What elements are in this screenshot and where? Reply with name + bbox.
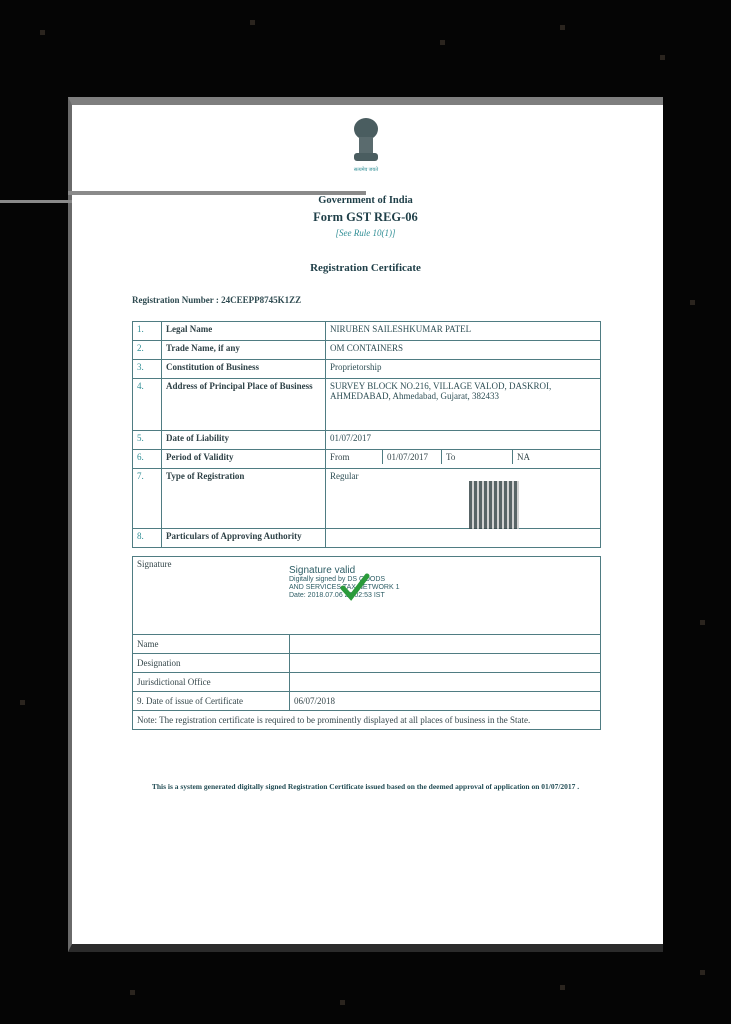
designation-label: Designation xyxy=(133,654,290,673)
qr-code xyxy=(469,481,519,529)
signed-by-line: AND SERVICES TAX NETWORK 1 xyxy=(289,584,400,591)
trade-name-value: OM CONTAINERS xyxy=(326,341,601,360)
registration-number-value: 24CEEPP8745K1ZZ xyxy=(221,295,302,305)
signed-by-line: Digitally signed by DS GOODS xyxy=(289,576,386,583)
row-label: Particulars of Approving Authority xyxy=(162,529,326,548)
row-number: 4. xyxy=(133,379,162,431)
background-speck xyxy=(660,55,665,60)
legal-name-value: NIRUBEN SAILESHKUMAR PATEL xyxy=(326,322,601,341)
row-label: Date of Liability xyxy=(162,431,326,450)
registration-number xyxy=(132,295,301,305)
validity-from-label: From xyxy=(326,450,383,464)
registration-type-value: Regular xyxy=(326,469,601,529)
background-speck xyxy=(340,1000,345,1005)
jurisdictional-office-value xyxy=(290,673,601,692)
row-label: Constitution of Business xyxy=(162,360,326,379)
background-speck xyxy=(560,985,565,990)
issue-date-value: 06/07/2018 xyxy=(290,692,601,711)
address-value: SURVEY BLOCK NO.216, VILLAGE VALOD, DASKROI, AHMEDABAD, Ahmedabad, Gujarat, 382433 xyxy=(326,379,601,431)
background-speck xyxy=(250,20,255,25)
table-row xyxy=(133,711,601,730)
liability-date-value: 01/07/2017 xyxy=(326,431,601,450)
table-row xyxy=(133,673,601,692)
row-label: Period of Validity xyxy=(162,450,326,469)
approving-authority-value xyxy=(326,529,601,548)
background-speck xyxy=(20,700,25,705)
row-label: Legal Name xyxy=(162,322,326,341)
table-row xyxy=(133,322,601,341)
table-row xyxy=(133,341,601,360)
validity-to-value: NA xyxy=(517,452,530,462)
system-generated-footer: This is a system generated digitally signed Registration Certificate issued based on the deemed approval of application on 01/07/2017 . xyxy=(151,782,580,791)
background-speck xyxy=(700,970,705,975)
signature-valid-text: Signature valid xyxy=(289,565,356,576)
issue-date-label: 9. Date of issue of Certificate xyxy=(133,692,290,711)
background-speck xyxy=(440,40,445,45)
row-label: Trade Name, if any xyxy=(162,341,326,360)
jurisdictional-office-label: Jurisdictional Office xyxy=(133,673,290,692)
row-number: 6. xyxy=(133,450,162,469)
header-form-number: Form GST REG-06 xyxy=(313,210,418,224)
table-row xyxy=(133,654,601,673)
signature-date: Date: 2018.07.06 20:02:53 IST xyxy=(289,592,385,599)
background-speck xyxy=(560,25,565,30)
table-row xyxy=(133,450,601,469)
table-row xyxy=(133,529,601,548)
row-number: 1. xyxy=(133,322,162,341)
row-number: 3. xyxy=(133,360,162,379)
authority-name-value xyxy=(290,635,601,654)
table-row xyxy=(133,692,601,711)
background-speck xyxy=(690,300,695,305)
certificate-title: Registration Certificate xyxy=(310,262,421,274)
certificate-details-table xyxy=(132,321,601,548)
table-row xyxy=(133,431,601,450)
table-row xyxy=(133,379,601,431)
validity-from-value: 01/07/2017 xyxy=(383,450,442,464)
registration-number-label: Registration Number : xyxy=(132,295,219,305)
header-government: Government of India xyxy=(318,195,413,206)
authority-name-label: Name xyxy=(133,635,290,654)
row-number: 2. xyxy=(133,341,162,360)
validity-cell xyxy=(326,450,601,469)
row-number: 5. xyxy=(133,431,162,450)
national-emblem-icon xyxy=(347,113,385,173)
constitution-value: Proprietorship xyxy=(326,360,601,379)
background-speck xyxy=(130,990,135,995)
checkmark-icon xyxy=(340,572,370,602)
table-row xyxy=(133,469,601,529)
row-number: 8. xyxy=(133,529,162,548)
display-note: Note: The registration certificate is required to be prominently displayed at all places of business in the State. xyxy=(133,711,601,730)
table-row xyxy=(133,360,601,379)
signature-label: Signature xyxy=(133,557,601,635)
table-row xyxy=(133,635,601,654)
background-speck xyxy=(700,620,705,625)
row-label: Type of Registration xyxy=(162,469,326,529)
validity-to-label: To xyxy=(442,450,513,464)
svg-text:सत्यमेव जयते: सत्यमेव जयते xyxy=(353,168,379,173)
row-label: Address of Principal Place of Business xyxy=(162,379,326,431)
row-number: 7. xyxy=(133,469,162,529)
header-rule: [See Rule 10(1)] xyxy=(335,228,396,238)
designation-value xyxy=(290,654,601,673)
background-speck xyxy=(40,30,45,35)
